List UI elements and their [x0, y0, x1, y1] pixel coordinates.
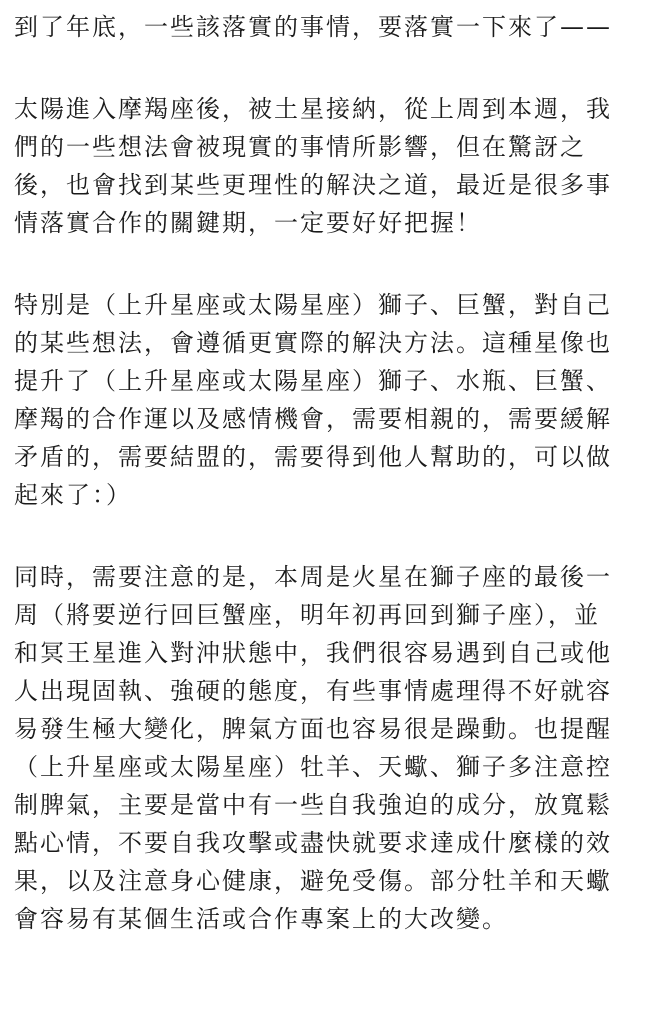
text-line: 們的一些想法會被現實的事情所影響，但在驚訝之	[14, 133, 586, 161]
article-heading: 到了年底，一些該落實的事情，要落實一下來了——	[14, 13, 612, 41]
text-line: 摩羯的合作運以及感情機會，需要相親的，需要緩解	[14, 405, 612, 433]
paragraph-2	[14, 286, 642, 514]
article-body	[14, 0, 642, 938]
text-line: 特別是（上升星座或太陽星座）獅子、巨蟹，對自己	[14, 291, 612, 319]
top-spacer	[14, 0, 642, 8]
paragraph-spacer	[14, 242, 642, 286]
text-line: 後，也會找到某些更理性的解決之道，最近是很多事	[14, 171, 612, 199]
text-line: 矛盾的，需要結盟的，需要得到他人幫助的，可以做	[14, 443, 612, 471]
text-line: 周（將要逆行回巨蟹座，明年初再回到獅子座），並	[14, 601, 600, 629]
text-line: 點心情，不要自我攻擊或盡快就要求達成什麼樣的效	[14, 829, 612, 857]
text-line: （上升星座或太陽星座）牡羊、天蠍、獅子多注意控	[14, 753, 612, 781]
text-line: 提升了（上升星座或太陽星座）獅子、水瓶、巨蟹、	[14, 367, 612, 395]
text-line: 太陽進入摩羯座後，被土星接納，從上周到本週，我	[14, 95, 612, 123]
text-line: 果，以及注意身心健康，避免受傷。部分牡羊和天蠍	[14, 867, 612, 895]
text-line: 制脾氣，主要是當中有一些自我強迫的成分，放寬鬆	[14, 791, 612, 819]
text-line: 易發生極大變化，脾氣方面也容易很是躁動。也提醒	[14, 715, 612, 743]
text-line: 的某些想法，會遵循更實際的解決方法。這種星像也	[14, 329, 612, 357]
text-line: 同時，需要注意的是，本周是火星在獅子座的最後一	[14, 563, 612, 591]
text-line: 人出現固執、強硬的態度，有些事情處理得不好就容	[14, 677, 612, 705]
text-line: 會容易有某個生活或合作專案上的大改變。	[14, 905, 508, 933]
paragraph-spacer	[14, 46, 642, 90]
paragraph-1	[14, 90, 642, 242]
text-line: 起來了：）	[14, 481, 132, 509]
text-line: 和冥王星進入對沖狀態中，我們很容易遇到自己或他	[14, 639, 612, 667]
paragraph-spacer	[14, 514, 642, 558]
paragraph-3	[14, 558, 642, 938]
text-line: 情落實合作的關鍵期，一定要好好把握！	[14, 209, 482, 237]
